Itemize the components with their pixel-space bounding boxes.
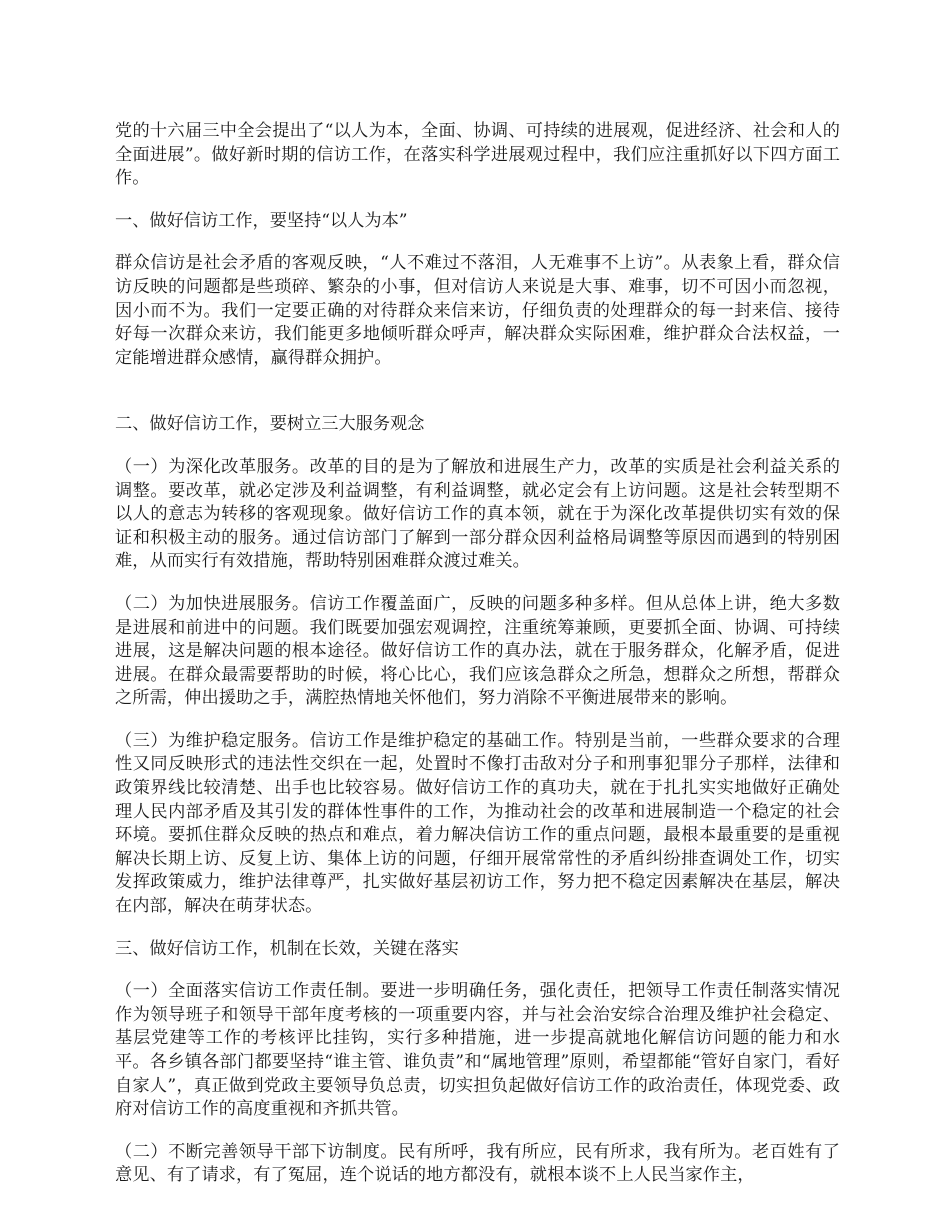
section-3-paragraph-2: （二）不断完善领导干部下访制度。民有所呼，我有所应，民有所求，我有所为。老百姓有了意见、有了请求，有了冤屈，连个说话的地方都没有，就根本谈不上人民当家作主，: [115, 1141, 840, 1186]
section-2-paragraph-1: （一）为深化改革服务。改革的目的是为了解放和进展生产力，改革的实质是社会利益关系的调整。要改革，就必定涉及利益调整，有利益调整，就必定会有上访问题。这是社会转型期不以人的意志为转移的客观现象。做好信访工作的真本领，就在于为深化改革提供切实有效的保证和积极主动的服务。通过信访部门了解到一部分群众因利益格局调整等原因而遇到的特别困难，从而实行有效措施，帮助特别困难群众渡过难关。: [115, 456, 840, 572]
document-page: [115, 120, 840, 1188]
section-2-paragraph-2: （二）为加快进展服务。信访工作覆盖面广，反映的问题多种多样。但从总体上讲，绝大多数是进展和前进中的问题。我们既要加强宏观调控，注重统筹兼顾，更要抓全面、协调、可持续进展，这是解决问题的根本途径。做好信访工作的真办法，就在于服务群众，化解矛盾，促进进展。在群众最需要帮助的时候，将心比心，我们应该急群众之所急，想群众之所想，帮群众之所需，伸出援助之手，满腔热情地关怀他们，努力消除不平衡进展带来的影响。: [115, 593, 840, 709]
section-3-heading: 三、做好信访工作，机制在长效，关键在落实: [115, 938, 459, 959]
section-1-paragraph: 群众信访是社会矛盾的客观反映，“人不难过不落泪，人无难事不上访”。从表象上看，群众信访反映的问题都是些琐碎、繁杂的小事，但对信访人来说是大事、难事，切不可因小而忽视，因小而不为。我们一定要正确的对待群众来信来访，仔细负责的处理群众的每一封来信、接待好每一次群众来访，我们能更多地倾听群众呼声，解决群众实际困难，维护群众合法权益，一定能增进群众感情，赢得群众拥护。: [115, 253, 840, 368]
intro-paragraph: 党的十六届三中全会提出了“以人为本，全面、协调、可持续的进展观，促进经济、社会和人的全面进展”。做好新时期的信访工作，在落实科学进展观过程中，我们应注重抓好以下四方面工作。: [115, 121, 840, 189]
section-2-paragraph-3: （三）为维护稳定服务。信访工作是维护稳定的基础工作。特别是当前，一些群众要求的合理性又同反映形式的违法性交织在一起，处置时不像打击敌对分子和刑事犯罪分子那样，法律和政策界线比较清楚、出手也比较容易。做好信访工作的真功夫，就在于扎扎实实地做好正确处理人民内部矛盾及其引发的群体性事件的工作，为推动社会的改革和进展制造一个稳定的社会环境。要抓住群众反映的热点和难点，着力解决信访工作的重点问题，最根本最重要的是重视解决长期上访、反复上访、集体上访的问题，仔细开展常常性的矛盾纠纷排查调处工作，切实发挥政策威力，维护法律尊严，扎实做好基层初访工作，努力把不稳定因素解决在基层，解决在内部，解决在萌芽状态。: [115, 730, 840, 917]
section-1-heading: 一、做好信访工作，要坚持“以人为本”: [115, 210, 408, 231]
section-3-paragraph-1: （一）全面落实信访工作责任制。要进一步明确任务，强化责任，把领导工作责任制落实情况作为领导班子和领导干部年度考核的一项重要内容，并与社会治安综合治理及维护社会稳定、基层党建等工作的考核评比挂钩，实行多种措施，进一步提高就地化解信访问题的能力和水平。各乡镇各部门都要坚持“谁主管、谁负责”和“属地管理”原则，希望都能“管好自家门，看好自家人”，真正做到党政主要领导负总责，切实担负起做好信访工作的政治责任，体现党委、政府对信访工作的高度重视和齐抓共管。: [115, 981, 840, 1120]
section-2-heading: 二、做好信访工作，要树立三大服务观念: [115, 414, 425, 435]
